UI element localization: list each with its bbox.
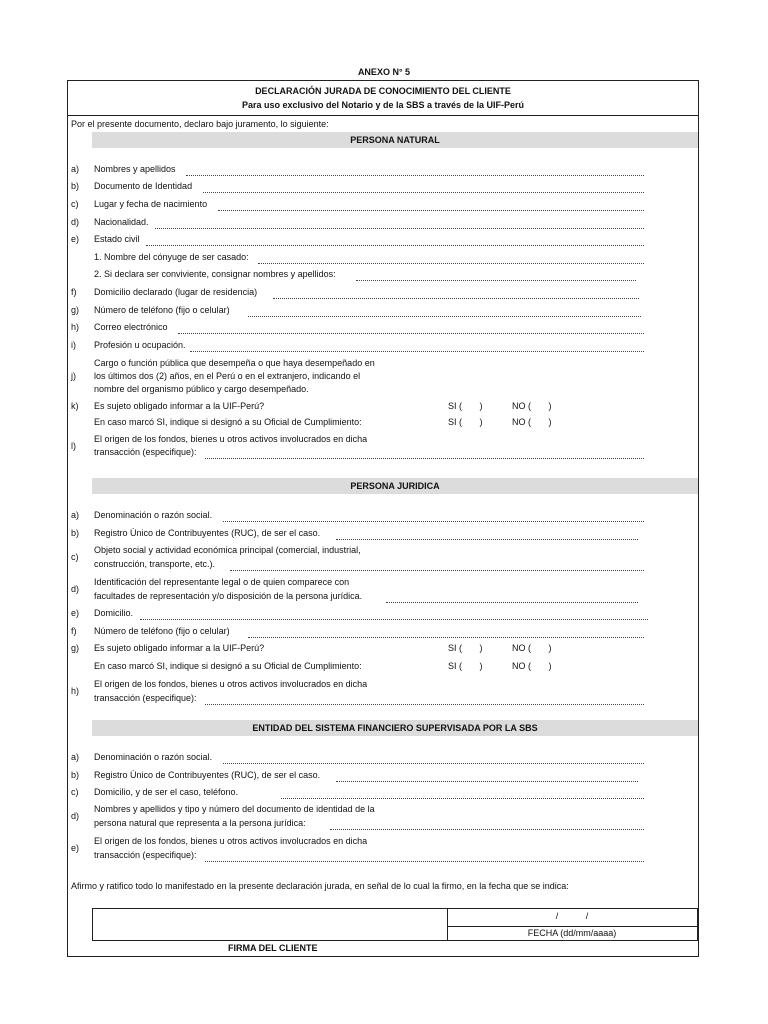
- field-label-line-1: Cargo o función pública que desempeña o que haya desempeñado en: [94, 358, 375, 368]
- intro-text: Por el presente documento, declaro bajo juramento, lo siguiente:: [71, 119, 329, 129]
- closing-statement: Afirmo y ratifico todo lo manifestado en la presente declaración jurada, en señal de lo cual la firmo, en la fecha que se indica:: [71, 881, 569, 891]
- form-header: [68, 81, 698, 116]
- entidad-d-fill-line[interactable]: [330, 829, 644, 830]
- signature-date-table: [92, 908, 698, 941]
- declaration-form: [67, 80, 699, 957]
- entidad-c-fill-line[interactable]: [281, 798, 644, 799]
- field-label: Profesión u ocupación.: [94, 340, 186, 350]
- natural-e2-fill-line[interactable]: [356, 280, 636, 281]
- date-label: FECHA (dd/mm/aaaa): [527, 928, 617, 938]
- field-label-line-1: Objeto social y actividad económica principal (comercial, industrial,: [94, 545, 361, 555]
- date-input[interactable]: / /: [555, 911, 589, 921]
- row-letter: k): [71, 401, 79, 411]
- field-label: Domicilio.: [94, 608, 134, 618]
- field-label: Denominación o razón social.: [94, 752, 213, 762]
- natural-k-no-option[interactable]: NO ( ): [512, 401, 552, 411]
- row-letter: e): [71, 234, 80, 244]
- juridica-g-si-option[interactable]: SI ( ): [448, 643, 483, 653]
- field-label: Correo electrónico: [94, 322, 168, 332]
- section-persona-natural: PERSONA NATURAL: [92, 132, 698, 148]
- row-letter: b): [71, 528, 80, 538]
- natural-g-fill-line[interactable]: [248, 316, 641, 317]
- entidad-e-fill-line[interactable]: [205, 861, 644, 862]
- field-label-line-2: los últimos dos (2) años, en el Perú o en el extranjero, indicando el: [94, 371, 361, 381]
- row-letter: f): [71, 287, 77, 297]
- juridica-h-fill-line[interactable]: [205, 704, 644, 705]
- juridica-f-fill-line[interactable]: [248, 637, 644, 638]
- row-letter: f): [71, 626, 77, 636]
- natural-d-fill-line[interactable]: [155, 228, 644, 229]
- juridica-g2-no-option[interactable]: NO ( ): [512, 661, 552, 671]
- field-label-line-2: transacción (especifique):: [94, 693, 197, 703]
- field-label: Es sujeto obligado informar a la UIF-Perú?: [94, 401, 265, 411]
- field-label: 2. Si declara ser conviviente, consignar nombres y apellidos:: [94, 269, 336, 279]
- field-label: Domicilio, y de ser el caso, teléfono.: [94, 787, 239, 797]
- juridica-g-no-option[interactable]: NO ( ): [512, 643, 552, 653]
- row-letter: c): [71, 199, 79, 209]
- field-label-line-2: facultades de representación y/o disposición de la persona jurídica.: [94, 591, 363, 601]
- field-label: Nombres y apellidos: [94, 164, 176, 174]
- juridica-a-fill-line[interactable]: [223, 521, 644, 522]
- entidad-a-fill-line[interactable]: [223, 763, 644, 764]
- row-letter: j): [71, 371, 76, 381]
- row-letter: b): [71, 181, 80, 191]
- field-label: Lugar y fecha de nacimiento: [94, 199, 208, 209]
- row-letter: a): [71, 752, 80, 762]
- field-label-line-2: construcción, transporte, etc.).: [94, 559, 216, 569]
- field-label-line-1: El origen de los fondos, bienes u otros activos involucrados en dicha: [94, 836, 368, 846]
- row-letter: e): [71, 843, 80, 853]
- field-label-line-2: transacción (especifique):: [94, 447, 197, 457]
- field-label: Estado civil: [94, 234, 140, 244]
- row-letter: c): [71, 552, 79, 562]
- field-label: En caso marcó SI, indique si designó a su Oficial de Cumplimiento:: [94, 661, 362, 671]
- row-letter: a): [71, 164, 80, 174]
- field-label: Número de teléfono (fijo o celular): [94, 626, 230, 636]
- row-letter: g): [71, 643, 80, 653]
- section-persona-juridica: PERSONA JURIDICA: [92, 478, 698, 494]
- row-letter: a): [71, 510, 80, 520]
- annex-number: ANEXO N° 5: [357, 67, 411, 77]
- field-label: En caso marcó SI, indique si designó a su Oficial de Cumplimiento:: [94, 417, 362, 427]
- table-divider: [447, 926, 697, 927]
- natural-k-si-option[interactable]: SI ( ): [448, 401, 483, 411]
- field-label-line-1: Identificación del representante legal o de quien comparece con: [94, 577, 350, 587]
- row-letter: d): [71, 811, 80, 821]
- field-label-line-1: El origen de los fondos, bienes u otros activos involucrados en dicha: [94, 434, 368, 444]
- field-label: Registro Único de Contribuyentes (RUC), de ser el caso.: [94, 528, 321, 538]
- row-letter: d): [71, 217, 80, 227]
- field-label: Nacionalidad.: [94, 217, 149, 227]
- row-letter: g): [71, 305, 80, 315]
- section-entidad-sbs: ENTIDAD DEL SISTEMA FINANCIERO SUPERVISADA POR LA SBS: [92, 720, 698, 736]
- signature-area[interactable]: [93, 909, 447, 940]
- natural-h-fill-line[interactable]: [178, 333, 644, 334]
- field-label: Documento de Identidad: [94, 181, 193, 191]
- natural-f-fill-line[interactable]: [273, 298, 639, 299]
- row-letter: d): [71, 584, 80, 594]
- natural-k2-no-option[interactable]: NO ( ): [512, 417, 552, 427]
- natural-b-fill-line[interactable]: [203, 192, 644, 193]
- field-label: 1. Nombre del cónyuge de ser casado:: [94, 252, 249, 262]
- juridica-b-fill-line[interactable]: [336, 539, 638, 540]
- field-label-line-1: Nombres y apellidos y tipo y número del documento de identidad de la: [94, 804, 375, 814]
- field-label: Registro Único de Contribuyentes (RUC), de ser el caso.: [94, 770, 321, 780]
- field-label: Es sujeto obligado informar a la UIF-Perú?: [94, 643, 265, 653]
- row-letter: b): [71, 770, 80, 780]
- natural-e-fill-line[interactable]: [146, 245, 644, 246]
- form-title: DECLARACIÓN JURADA DE CONOCIMIENTO DEL CLIENTE: [255, 86, 511, 96]
- signature-label: FIRMA DEL CLIENTE: [228, 943, 318, 953]
- row-letter: i): [71, 340, 76, 350]
- field-label: Domicilio declarado (lugar de residencia): [94, 287, 258, 297]
- entidad-b-fill-line[interactable]: [336, 781, 638, 782]
- juridica-d-fill-line[interactable]: [386, 602, 638, 603]
- field-label-line-2: persona natural que representa a la persona jurídica:: [94, 818, 306, 828]
- field-label-line-2: transacción (especifique):: [94, 850, 197, 860]
- field-label: Denominación o razón social.: [94, 510, 213, 520]
- juridica-c-fill-line[interactable]: [230, 570, 644, 571]
- row-letter: e): [71, 608, 80, 618]
- row-letter: h): [71, 686, 80, 696]
- field-label-line-1: El origen de los fondos, bienes u otros activos involucrados en dicha: [94, 679, 368, 689]
- juridica-e-fill-line[interactable]: [140, 619, 648, 620]
- natural-k2-si-option[interactable]: SI ( ): [448, 417, 483, 427]
- juridica-g2-si-option[interactable]: SI ( ): [448, 661, 483, 671]
- natural-a-fill-line[interactable]: [186, 175, 644, 176]
- natural-c-fill-line[interactable]: [218, 210, 644, 211]
- row-letter: h): [71, 322, 80, 332]
- row-letter: l): [71, 441, 76, 451]
- natural-i-fill-line[interactable]: [190, 351, 644, 352]
- row-letter: c): [71, 787, 79, 797]
- field-label-line-3: nombre del organismo público y cargo desempeñado.: [94, 384, 309, 394]
- natural-e1-fill-line[interactable]: [258, 263, 644, 264]
- form-subtitle: Para uso exclusivo del Notario y de la SBS a través de la UIF-Perú: [241, 100, 525, 110]
- field-label: Número de teléfono (fijo o celular): [94, 305, 230, 315]
- natural-l-fill-line[interactable]: [205, 458, 644, 459]
